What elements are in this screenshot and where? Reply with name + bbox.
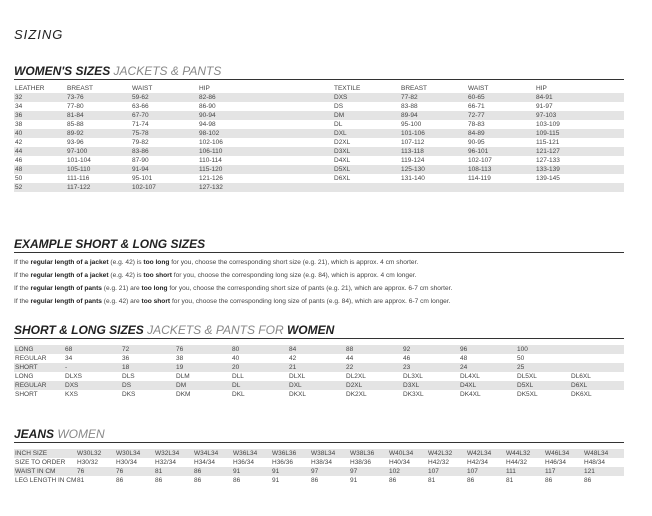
table-cell: DL3XL	[403, 373, 423, 380]
table-cell: DLXL	[289, 373, 306, 380]
table-cell: 36	[122, 355, 130, 362]
table-cell: -	[64, 363, 121, 372]
table-cell: 89-94	[400, 111, 467, 120]
example-text-part: (e.g. 21) are	[101, 285, 142, 292]
table-cell: DLM	[176, 373, 190, 380]
table-cell: 19	[175, 363, 231, 372]
table-cell: H30/32	[77, 459, 98, 466]
table-row	[14, 183, 624, 192]
example-text-part: If the	[14, 298, 31, 305]
table-cell: LONG	[15, 373, 34, 380]
table-cell: DXL	[288, 381, 345, 390]
table-cell: 40	[14, 129, 66, 138]
table-cell: DL	[231, 381, 288, 390]
table-cell: 52	[14, 183, 66, 192]
table-cell: DK2XL	[346, 391, 367, 398]
table-cell: 114-119	[468, 175, 491, 182]
table-cell: 81	[77, 477, 85, 484]
table-row	[14, 467, 624, 476]
table-cell: 117	[544, 467, 583, 476]
table-cell: D2XL	[345, 381, 402, 390]
table-cell: 102-107	[468, 157, 492, 164]
short-long-subtitle: JACKETS & PANTS FOR	[147, 323, 284, 337]
jeans-subtitle: WOMEN	[57, 427, 105, 441]
table-cell: 87-90	[132, 157, 149, 164]
table-cell: 97-103	[535, 111, 624, 120]
table-cell: 84-91	[535, 93, 624, 102]
table-cell: 103-109	[536, 121, 560, 128]
table-cell: 91	[271, 467, 310, 476]
example-text	[14, 256, 624, 308]
table-cell: 76	[115, 467, 154, 476]
table-cell	[400, 183, 467, 192]
table-row	[14, 476, 624, 485]
table-row	[14, 363, 624, 372]
table-cell: 111	[505, 467, 544, 476]
table-cell: 81	[428, 477, 436, 484]
table-cell: 97-100	[66, 147, 131, 156]
table-cell: 91	[350, 477, 358, 484]
table-cell: W44L32	[505, 449, 544, 458]
table-cell: W30L34	[115, 449, 154, 458]
table-cell: W32L34	[154, 449, 193, 458]
column-header: HIP	[199, 85, 210, 92]
table-cell: 48	[14, 165, 66, 174]
table-cell: 102-106	[199, 139, 223, 146]
table-cell: 95-100	[401, 121, 422, 128]
table-cell	[467, 183, 535, 192]
table-row	[14, 390, 624, 399]
table-cell: DS	[121, 381, 175, 390]
example-line	[14, 269, 624, 282]
table-cell: 50	[517, 355, 525, 362]
table-cell: 86	[467, 477, 475, 484]
womens-sizes-subtitle: JACKETS & PANTS	[113, 64, 222, 78]
example-text-part: (e.g. 42) is	[108, 259, 144, 266]
table-cell: H48/34	[584, 459, 605, 466]
table-cell: 109-115	[535, 129, 624, 138]
table-cell: D2XL	[334, 139, 351, 146]
table-cell: 63-66	[132, 103, 149, 110]
table-cell: DKS	[122, 391, 136, 398]
table-row	[14, 458, 624, 467]
table-cell: 50	[15, 175, 23, 182]
table-cell: D3XL	[402, 381, 459, 390]
table-cell: DKL	[232, 391, 245, 398]
table-cell: 77-80	[67, 103, 84, 110]
table-cell: SIZE TO ORDER	[15, 459, 66, 466]
table-cell: W42L34	[466, 449, 505, 458]
table-cell: W40L34	[388, 449, 427, 458]
column-header: WAIST	[132, 85, 153, 92]
table-cell: 110-114	[199, 157, 222, 164]
table-cell: DK4XL	[460, 391, 481, 398]
table-cell: 119-124	[401, 157, 425, 164]
table-cell: 85-88	[67, 121, 84, 128]
table-cell	[535, 183, 624, 192]
table-cell	[570, 345, 624, 354]
table-cell: 131-140	[401, 175, 425, 182]
page-title: SIZING	[14, 27, 64, 42]
table-cell: 32	[14, 93, 66, 102]
table-cell: W38L36	[349, 449, 388, 458]
table-cell: 38	[176, 355, 184, 362]
table-cell: W30L32	[76, 449, 115, 458]
example-heading	[14, 237, 624, 253]
table-cell: H34/34	[194, 459, 215, 466]
table-cell: 121-126	[199, 175, 223, 182]
table-cell: 46	[15, 157, 23, 164]
table-cell: 20	[231, 363, 288, 372]
table-cell: 34	[65, 355, 73, 362]
example-text-part: If the	[14, 259, 31, 266]
table-cell: 79-82	[132, 139, 149, 146]
short-long-title: SHORT & LONG SIZES	[14, 323, 144, 337]
example-emphasis: too long	[143, 259, 170, 266]
table-cell: 38	[15, 121, 23, 128]
table-cell: 72-77	[467, 111, 535, 120]
column-header: WAIST	[468, 85, 489, 92]
table-cell: INCH SIZE	[14, 449, 76, 458]
table-cell: D4XL	[334, 157, 351, 164]
table-cell: 113-118	[400, 147, 467, 156]
table-cell	[333, 183, 400, 192]
column-header: BREAST	[67, 85, 94, 92]
table-cell: DL5XL	[517, 373, 537, 380]
table-cell: 84-89	[467, 129, 535, 138]
table-cell: KXS	[65, 391, 79, 398]
table-row	[14, 345, 624, 354]
table-cell: DL	[334, 121, 343, 128]
table-cell: 93-96	[67, 139, 84, 146]
table-cell: 86	[193, 467, 232, 476]
table-cell: 90-95	[468, 139, 485, 146]
short-long-table	[14, 345, 624, 399]
table-cell: 83-88	[401, 103, 418, 110]
example-text-part: If the	[14, 285, 31, 292]
table-cell: 44	[346, 355, 354, 362]
table-cell: 95-101	[132, 175, 153, 182]
table-cell: 86	[155, 477, 163, 484]
table-cell: 96-101	[467, 147, 535, 156]
table-cell: 72	[121, 345, 175, 354]
table-cell: 108-113	[467, 165, 535, 174]
table-cell: 82-86	[198, 93, 333, 102]
example-emphasis: too long	[141, 285, 168, 292]
table-row	[14, 129, 624, 138]
table-cell: 21	[288, 363, 345, 372]
example-line	[14, 282, 624, 295]
table-cell: 133-139	[535, 165, 624, 174]
table-cell: W42L32	[427, 449, 466, 458]
table-cell: 91-94	[131, 165, 198, 174]
table-cell: 67-70	[131, 111, 198, 120]
table-cell: SHORT	[15, 391, 38, 398]
table-cell: H44/32	[506, 459, 527, 466]
table-row	[14, 156, 624, 165]
table-cell: 86	[233, 477, 241, 484]
table-row	[14, 120, 624, 129]
table-cell: DS	[334, 103, 344, 110]
column-header: HIP	[536, 85, 547, 92]
table-cell: DXS	[64, 381, 121, 390]
table-cell: W48L34	[583, 449, 624, 458]
example-text-part: (e.g. 42) is	[108, 272, 144, 279]
table-cell: DM	[175, 381, 231, 390]
table-row	[14, 174, 624, 183]
table-row	[14, 354, 624, 363]
table-cell: H36/36	[272, 459, 293, 466]
column-header: TEXTILE	[334, 85, 361, 92]
table-row	[14, 102, 624, 111]
table-cell: 80	[231, 345, 288, 354]
table-cell: H42/32	[428, 459, 449, 466]
table-cell: 18	[121, 363, 175, 372]
example-text-part: for you, choose the corresponding short size of pants (e.g. 21), which are approx. 6-7 cm shorter.	[167, 285, 453, 292]
example-emphasis: too short	[141, 298, 171, 305]
example-emphasis: regular length of a jacket	[30, 272, 109, 279]
table-cell: H46/34	[545, 459, 566, 466]
table-cell: LONG	[14, 345, 64, 354]
table-cell: REGULAR	[14, 381, 64, 390]
table-cell: 117-122	[66, 183, 131, 192]
table-cell: DK5XL	[517, 391, 538, 398]
table-cell: 88	[345, 345, 402, 354]
table-cell: 127-133	[536, 157, 560, 164]
table-cell: 71-74	[132, 121, 149, 128]
table-cell: DL6XL	[571, 373, 591, 380]
table-cell: H36/34	[233, 459, 254, 466]
table-cell: 59-62	[131, 93, 198, 102]
table-cell: 86	[545, 477, 553, 484]
table-cell: 96	[459, 345, 516, 354]
table-cell: D5XL	[516, 381, 570, 390]
example-text-part: for you, choose the corresponding short size (e.g. 21), which is approx. 4 cm shorter.	[169, 259, 419, 266]
table-cell: 91-97	[536, 103, 553, 110]
table-cell: 60-65	[467, 93, 535, 102]
table-cell: 101-106	[400, 129, 467, 138]
example-line	[14, 295, 624, 308]
table-cell: DLS	[122, 373, 135, 380]
table-cell: D6XL	[334, 175, 351, 182]
column-header: LEATHER	[15, 85, 45, 92]
table-cell: H38/36	[350, 459, 371, 466]
table-cell: 78-83	[468, 121, 485, 128]
table-cell: 40	[232, 355, 240, 362]
table-cell: DL4XL	[460, 373, 480, 380]
table-cell: 83-86	[131, 147, 198, 156]
table-cell: DLXS	[65, 373, 82, 380]
example-line	[14, 256, 624, 269]
table-row	[14, 93, 624, 102]
table-cell: 23	[402, 363, 459, 372]
jeans-title: JEANS	[14, 427, 55, 441]
example-text-part: If the	[14, 272, 31, 279]
table-cell: 97	[349, 467, 388, 476]
table-cell: DM	[333, 111, 400, 120]
table-row	[14, 147, 624, 156]
table-cell: 34	[15, 103, 23, 110]
table-cell: D5XL	[333, 165, 400, 174]
table-row	[14, 449, 624, 458]
table-cell: DLL	[232, 373, 244, 380]
table-cell: D3XL	[333, 147, 400, 156]
table-cell: DKXL	[289, 391, 306, 398]
table-cell: 76	[76, 467, 115, 476]
table-cell: 68	[64, 345, 121, 354]
womens-sizes-heading	[14, 64, 624, 80]
table-cell: 100	[516, 345, 570, 354]
table-cell: 115-121	[536, 139, 560, 146]
column-header: BREAST	[401, 85, 428, 92]
table-cell: 106-110	[198, 147, 333, 156]
table-cell: W36L36	[271, 449, 310, 458]
table-cell: DXS	[333, 93, 400, 102]
jeans-heading	[14, 427, 624, 443]
table-cell: 101-104	[67, 157, 91, 164]
table-cell: W38L34	[310, 449, 349, 458]
example-emphasis: regular length of pants	[30, 285, 102, 292]
table-cell: 86	[584, 477, 592, 484]
table-cell: 42	[15, 139, 23, 146]
table-cell: DL2XL	[346, 373, 366, 380]
table-cell: D4XL	[459, 381, 516, 390]
table-cell: H30/34	[116, 459, 137, 466]
table-cell: W46L34	[544, 449, 583, 458]
table-cell: DKM	[176, 391, 191, 398]
table-cell: W34L34	[193, 449, 232, 458]
short-long-heading	[14, 323, 624, 339]
table-cell: LEG LENGTH IN CM	[15, 477, 76, 484]
table-cell: 92	[402, 345, 459, 354]
example-emphasis: regular length of a jacket	[30, 259, 109, 266]
table-cell: 24	[459, 363, 516, 372]
table-cell: DXL	[333, 129, 400, 138]
table-cell: 46	[403, 355, 411, 362]
table-cell: REGULAR	[15, 355, 47, 362]
table-cell: 121-127	[535, 147, 624, 156]
table-cell: 86-90	[199, 103, 216, 110]
table-cell	[570, 354, 624, 363]
table-cell: H42/34	[467, 459, 488, 466]
table-cell: 81-84	[66, 111, 131, 120]
table-cell: 91	[232, 467, 271, 476]
table-row	[14, 381, 624, 390]
table-cell: 73-76	[66, 93, 131, 102]
table-cell: 36	[14, 111, 66, 120]
example-title: EXAMPLE SHORT & LONG SIZES	[14, 237, 206, 251]
example-text-part: (e.g. 42) are	[101, 298, 142, 305]
jeans-table	[14, 449, 624, 485]
table-cell: 86	[311, 477, 319, 484]
short-long-title-women: WOMEN	[286, 323, 335, 337]
table-cell: 86	[116, 477, 124, 484]
table-cell: 89-92	[66, 129, 131, 138]
table-cell: 81	[154, 467, 193, 476]
table-cell: 25	[516, 363, 570, 372]
table-cell: 75-78	[131, 129, 198, 138]
table-cell: 94-98	[199, 121, 216, 128]
table-cell: 76	[175, 345, 231, 354]
table-row	[14, 111, 624, 120]
table-cell: 102-107	[131, 183, 198, 192]
table-cell: 115-120	[198, 165, 333, 174]
table-cell: 84	[288, 345, 345, 354]
womens-sizes-title: WOMEN'S SIZES	[14, 64, 111, 78]
example-text-part: for you, choose the corresponding long size of pants (e.g. 84), which are approx. 6-7 cm longer.	[170, 298, 451, 305]
table-cell: 66-71	[468, 103, 485, 110]
table-row	[14, 165, 624, 174]
table-row	[14, 372, 624, 381]
table-cell: H38/34	[311, 459, 332, 466]
table-cell: D6XL	[570, 381, 624, 390]
table-cell: H32/34	[155, 459, 176, 466]
table-cell	[570, 363, 624, 372]
table-row	[14, 138, 624, 147]
table-cell: 90-94	[198, 111, 333, 120]
table-cell: 107	[466, 467, 505, 476]
table-cell: 139-145	[536, 175, 560, 182]
example-text-part: for you, choose the corresponding long size (e.g. 84), which is approx. 4 cm longer.	[171, 272, 417, 279]
table-cell: 105-110	[66, 165, 131, 174]
table-cell: 42	[289, 355, 297, 362]
table-cell: 91	[272, 477, 280, 484]
table-cell: 102	[388, 467, 427, 476]
table-cell: WAIST IN CM	[14, 467, 76, 476]
womens-sizes-table	[14, 84, 624, 192]
example-emphasis: regular length of pants	[30, 298, 102, 305]
table-cell: 86	[194, 477, 202, 484]
table-cell: H40/34	[389, 459, 410, 466]
table-cell: 107	[427, 467, 466, 476]
table-cell: DK3XL	[403, 391, 424, 398]
table-cell: 81	[506, 477, 514, 484]
table-cell: 44	[14, 147, 66, 156]
table-cell: 48	[460, 355, 468, 362]
table-cell: 107-112	[401, 139, 425, 146]
table-cell: 97	[310, 467, 349, 476]
table-cell: 127-132	[198, 183, 333, 192]
table-header-row	[14, 84, 624, 93]
table-cell: 86	[389, 477, 397, 484]
example-emphasis: too short	[143, 272, 172, 279]
table-cell: 125-130	[400, 165, 467, 174]
table-cell: W36L34	[232, 449, 271, 458]
table-cell: 98-102	[198, 129, 333, 138]
table-cell: 77-82	[400, 93, 467, 102]
table-cell: 111-116	[67, 175, 90, 182]
table-cell: DK6XL	[571, 391, 592, 398]
table-cell: 22	[345, 363, 402, 372]
table-cell: SHORT	[14, 363, 64, 372]
table-cell: 121	[583, 467, 624, 476]
